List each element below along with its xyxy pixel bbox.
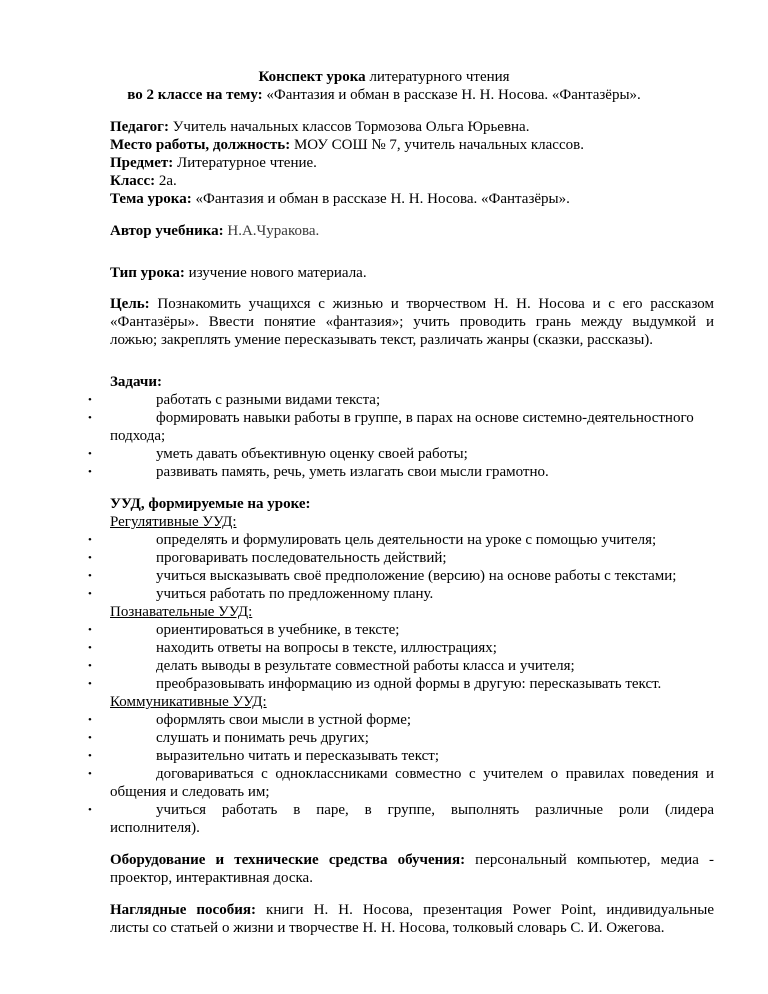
info-label: Место работы, должность:	[110, 137, 291, 153]
info-teacher	[110, 118, 529, 136]
bullet-icon: •	[88, 732, 92, 744]
equipment-label: Оборудование и технические средства обучения:	[110, 852, 466, 868]
goal-text: Познакомить учащихся с жизнью и творчеством Н. Н. Носова и с его рассказом	[149, 296, 714, 312]
bullet-icon: •	[88, 804, 92, 816]
title-line-2	[0, 86, 768, 104]
bullet-icon: •	[88, 448, 92, 460]
list-item: оформлять свои мысли в устной форме;	[156, 712, 412, 728]
list-item-continuation: общения и следовать им;	[110, 784, 270, 800]
bullet-icon: •	[88, 750, 92, 762]
goal-label: Цель:	[110, 296, 150, 312]
info-label: Педагог:	[110, 119, 169, 135]
author-value: Н.А.Чуракова.	[223, 223, 320, 239]
textbook-author	[110, 222, 319, 240]
list-item: проговаривать последовательность действий;	[156, 550, 447, 566]
list-item: работать с разными видами текста;	[156, 392, 381, 408]
list-item: преобразовывать информацию из одной формы в другую: пересказывать текст.	[156, 676, 662, 692]
equipment-line-2: проектор, интерактивная доска.	[110, 870, 313, 886]
list-item-continuation: исполнителя).	[110, 820, 200, 836]
bullet-icon: •	[88, 588, 92, 600]
list-item-continuation: подхода;	[110, 428, 166, 444]
list-item: учиться работать по предложенному плану.	[156, 586, 434, 602]
lesson-type-label: Тип урока:	[110, 265, 185, 281]
list-item: делать выводы в результате совместной работы класса и учителя;	[156, 658, 575, 674]
list-item: выразительно читать и пересказывать текст;	[156, 748, 439, 764]
communicative-heading: Коммуникативные УУД:	[110, 694, 267, 710]
info-label: Предмет:	[110, 155, 174, 171]
info-value: «Фантазия и обман в рассказе Н. Н. Носова. «Фантазёры».	[191, 191, 570, 207]
info-subject	[110, 154, 317, 172]
title-bold: Конспект урока	[258, 69, 366, 85]
list-item: ориентироваться в учебнике, в тексте;	[156, 622, 400, 638]
goal-line-2: «Фантазёры». Ввести понятие «фантазия»; учить проводить грань между выдумкой и	[110, 314, 714, 330]
equipment-line-1	[110, 851, 714, 869]
visual-aids-line-2: листы со статьей о жизни и творчестве Н. Н. Носова, толковый словарь С. И. Ожегова.	[110, 920, 665, 936]
info-value: Учитель начальных классов Тормозова Ольга Юрьевна.	[168, 119, 530, 135]
bullet-icon: •	[88, 642, 92, 654]
list-item: слушать и понимать речь других;	[156, 730, 369, 746]
lesson-type-value: изучение нового материала.	[184, 265, 367, 281]
bullet-icon: •	[88, 552, 92, 564]
info-topic	[110, 190, 570, 208]
visual-aids-line-1	[110, 901, 714, 919]
tasks-heading: Задачи:	[110, 374, 163, 390]
regulative-heading: Регулятивные УУД:	[110, 514, 237, 530]
equipment-text: персональный компьютер, медиа -	[465, 852, 714, 868]
cognitive-heading: Познавательные УУД:	[110, 604, 253, 620]
info-workplace	[110, 136, 584, 154]
info-value: Литературное чтение.	[173, 155, 317, 171]
info-value: МОУ СОШ № 7, учитель начальных классов.	[290, 137, 584, 153]
info-class	[110, 172, 177, 190]
uud-heading: УУД, формируемые на уроке:	[110, 496, 311, 512]
info-label: Тема урока:	[110, 191, 192, 207]
title-topic-label: во 2 классе на тему:	[127, 87, 263, 103]
bullet-icon: •	[88, 678, 92, 690]
list-item: развивать память, речь, уметь излагать свои мысли грамотно.	[156, 464, 549, 480]
list-item: находить ответы на вопросы в тексте, иллюстрациях;	[156, 640, 497, 656]
title-line-1	[0, 68, 768, 86]
list-item: договариваться с одноклассниками совместно с учителем о правилах поведения и	[156, 766, 714, 782]
bullet-icon: •	[88, 768, 92, 780]
bullet-icon: •	[88, 534, 92, 546]
list-item: определять и формулировать цель деятельности на уроке с помощью учителя;	[156, 532, 657, 548]
info-value: 2а.	[155, 173, 177, 189]
list-item: учиться работать в паре, в группе, выполнять различные роли (лидера	[156, 802, 714, 818]
visual-aids-label: Наглядные пособия:	[110, 902, 256, 918]
bullet-icon: •	[88, 714, 92, 726]
goal-line-1	[110, 295, 714, 313]
bullet-icon: •	[88, 394, 92, 406]
bullet-icon: •	[88, 570, 92, 582]
title-topic: «Фантазия и обман в рассказе Н. Н. Носова. «Фантазёры».	[262, 87, 641, 103]
list-item: уметь давать объективную оценку своей работы;	[156, 446, 468, 462]
goal-line-3: ложью; закреплять умение пересказывать текст, различать жанры (сказки, рассказы).	[110, 332, 654, 348]
visual-aids-text: книги Н. Н. Носова, презентация Power Point, индивидуальные	[255, 902, 714, 918]
bullet-icon: •	[88, 466, 92, 478]
bullet-icon: •	[88, 660, 92, 672]
lesson-type	[110, 264, 367, 282]
list-item: формировать навыки работы в группе, в парах на основе системно-деятельностного	[156, 410, 694, 426]
bullet-icon: •	[88, 412, 92, 424]
title-rest: литературного чтения	[365, 69, 510, 85]
list-item: учиться высказывать своё предположение (версию) на основе работы с текстами;	[156, 568, 677, 584]
author-label: Автор учебника:	[110, 223, 224, 239]
bullet-icon: •	[88, 624, 92, 636]
info-label: Класс:	[110, 173, 156, 189]
